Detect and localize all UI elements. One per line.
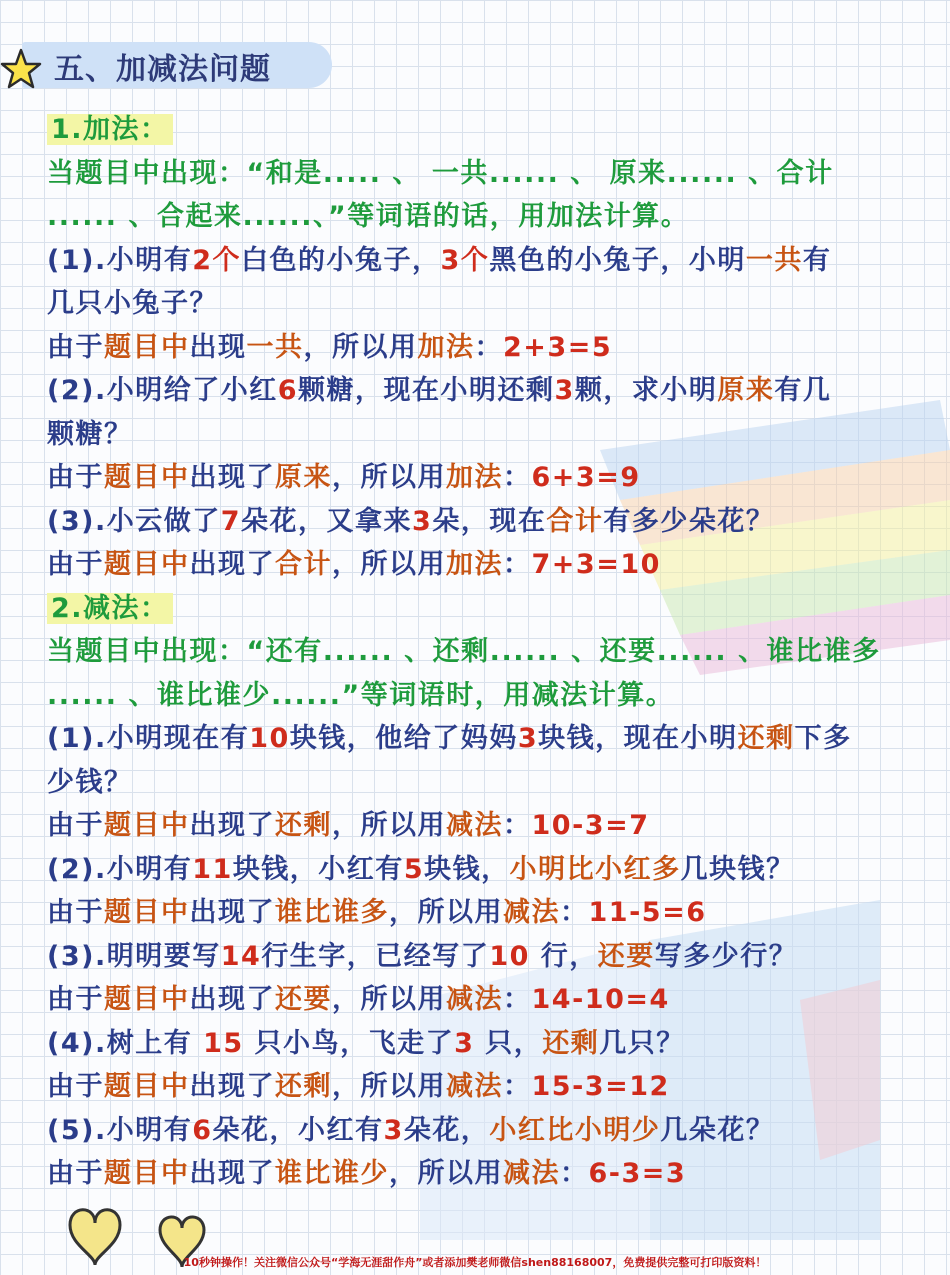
text-segment: 3 <box>454 1027 475 1059</box>
text-segment: 10 <box>249 723 290 754</box>
addition-answer-3 <box>47 543 927 587</box>
text-segment: 颗糖，现在小明还剩 <box>298 375 555 406</box>
text-segment: 朵花，又拿来 <box>241 505 413 537</box>
footer-notice: 10秒钟操作！关注微信公众号“学海无涯甜作舟”或者添加樊老师微信shen88168007，免费提供完整可打印版资料！ <box>183 1256 767 1269</box>
text-segment: 有几 <box>774 375 832 406</box>
worksheet-body <box>47 108 927 1196</box>
section-heading-addition <box>47 108 927 152</box>
text-segment: 出现了 <box>189 984 275 1015</box>
text-segment: 题目中 <box>104 1071 190 1102</box>
text-segment: 10-3=7 <box>531 810 650 841</box>
text-segment: 题目中 <box>104 1158 190 1189</box>
text-segment: ： <box>503 1071 532 1102</box>
text-segment: 出现了 <box>189 549 275 580</box>
text-segment: ，所以用 <box>332 810 446 841</box>
text-segment: 3 <box>412 505 433 537</box>
text-segment: 由于 <box>47 810 104 841</box>
addition-heading: 1.加法： <box>47 114 173 145</box>
text-segment: ： <box>503 462 532 493</box>
text-segment: 行生字，已经写了 <box>261 940 490 972</box>
subtraction-question-2 <box>47 848 927 892</box>
addition-answer-2 <box>47 456 927 500</box>
text-segment: 谁比谁多 <box>275 897 389 928</box>
text-segment: 还剩 <box>275 810 332 841</box>
section-heading-subtraction <box>47 587 927 631</box>
text-segment: (5).小明有 <box>47 1114 193 1146</box>
text-segment: 几朵花？ <box>660 1114 775 1146</box>
text-segment: 11 <box>192 853 233 885</box>
text-segment: 行， <box>529 940 598 972</box>
subtraction-question-5 <box>47 1109 927 1153</box>
subtraction-rule-line-1: 当题目中出现：“还有...... 、还剩...... 、还要...... 、谁比谁多 <box>47 636 881 667</box>
text-segment: 出现了 <box>189 897 275 928</box>
text-segment: 几只？ <box>599 1027 685 1059</box>
text-segment: 出现了 <box>189 1158 275 1189</box>
text-segment: 小红比小明少 <box>489 1114 661 1146</box>
text-segment: 还要 <box>275 984 332 1015</box>
text-segment: 15-3=12 <box>531 1071 670 1102</box>
addition-question-1-cont: 几只小兔子？ <box>47 288 218 319</box>
text-segment: 题目中 <box>104 984 190 1015</box>
text-segment: 6 <box>192 1114 213 1146</box>
subtraction-question-1-cont: 少钱？ <box>47 766 133 798</box>
text-segment: 还剩 <box>737 723 795 754</box>
text-segment: 块钱，他给了妈妈 <box>289 723 518 754</box>
text-segment: 颗，求小明 <box>574 375 718 406</box>
text-segment: 一共 <box>745 244 803 276</box>
text-segment: 6+3=9 <box>531 462 641 493</box>
text-segment: 由于 <box>47 549 104 580</box>
page-title: 五、加减法问题 <box>54 52 271 87</box>
addition-answer-1 <box>47 326 927 370</box>
addition-rule-line-2: ...... 、合起来......、”等词语的话，用加法计算。 <box>47 201 690 232</box>
text-segment: (1).小明现在有 <box>47 723 250 754</box>
text-segment: 减法 <box>503 1158 560 1189</box>
text-segment: 块钱，现在小明 <box>538 723 738 754</box>
page-title-block <box>0 38 340 94</box>
text-segment: ： <box>503 810 532 841</box>
text-segment: 几块钱？ <box>680 853 795 885</box>
text-segment: 出现了 <box>189 810 275 841</box>
addition-question-2 <box>47 369 927 413</box>
text-segment: 有多少朵花？ <box>603 505 775 537</box>
text-segment: 14-10=4 <box>531 984 670 1015</box>
text-segment: ，所以用 <box>332 1071 446 1102</box>
text-segment: ，所以用 <box>389 897 503 928</box>
text-segment: 加法 <box>446 462 503 493</box>
text-segment: ： <box>560 1158 589 1189</box>
text-segment: 题目中 <box>104 462 190 493</box>
subtraction-answer-1 <box>47 804 927 848</box>
text-segment: 出现了 <box>189 462 275 493</box>
text-segment: 由于 <box>47 984 104 1015</box>
text-segment: 出现 <box>189 331 247 363</box>
text-segment: 白色的小兔子， <box>241 244 441 276</box>
text-segment: 一共 <box>246 331 304 363</box>
subtraction-heading: 2.减法： <box>47 593 173 624</box>
text-segment: (1).小明有 <box>47 244 193 276</box>
text-segment: ，所以用 <box>332 462 446 493</box>
text-segment: 原来 <box>275 462 332 493</box>
text-segment: 下多 <box>794 723 852 754</box>
subtraction-answer-2 <box>47 891 927 935</box>
text-segment: 7+3=10 <box>531 549 661 580</box>
text-segment: 有 <box>802 244 832 276</box>
text-segment: 谁比谁少 <box>275 1158 389 1189</box>
text-segment: 3个 <box>440 244 490 276</box>
text-segment: 由于 <box>47 331 104 363</box>
text-segment: 14 <box>220 940 262 972</box>
text-segment: 还剩 <box>542 1027 600 1059</box>
text-segment: 出现了 <box>189 1071 275 1102</box>
text-segment: (3).明明要写 <box>47 940 221 972</box>
text-segment: 由于 <box>47 897 104 928</box>
text-segment: (2).小明给了小红 <box>47 375 278 406</box>
text-segment: 只， <box>474 1027 543 1059</box>
text-segment: ，所以用 <box>389 1158 503 1189</box>
text-segment: (3).小云做了 <box>47 505 221 537</box>
text-segment: (4).树上有 <box>47 1027 204 1059</box>
text-segment: 原来 <box>717 375 775 406</box>
text-segment: 11-5=6 <box>588 897 707 928</box>
text-segment: 10 <box>489 940 530 972</box>
text-segment: 由于 <box>47 1071 104 1102</box>
text-segment: (2).小明有 <box>47 853 193 885</box>
text-segment: ，所以用 <box>332 549 446 580</box>
text-segment: 6 <box>277 375 299 406</box>
addition-question-3 <box>47 500 927 544</box>
star-icon <box>0 48 42 90</box>
text-segment: 题目中 <box>104 897 190 928</box>
subtraction-question-4 <box>47 1022 927 1066</box>
subtraction-rule-line-2: ...... 、谁比谁少......”等词语时，用减法计算。 <box>47 679 675 711</box>
addition-question-2-cont: 颗糖？ <box>47 418 133 450</box>
subtraction-answer-3 <box>47 978 927 1022</box>
text-segment: 朵，现在 <box>432 505 547 537</box>
text-segment: 还要 <box>597 940 655 972</box>
text-segment: 题目中 <box>104 810 190 841</box>
text-segment: 6-3=3 <box>588 1158 687 1189</box>
text-segment: ，所以用 <box>303 331 418 363</box>
text-segment: 合计 <box>275 549 332 580</box>
text-segment: 题目中 <box>104 549 190 580</box>
text-segment: 加法 <box>446 549 503 580</box>
text-segment: 黑色的小兔子，小明 <box>489 244 746 276</box>
text-segment: 写多少行？ <box>654 940 798 972</box>
text-segment: 只小鸟，飞走了 <box>243 1027 455 1059</box>
text-segment: 块钱， <box>424 853 510 885</box>
text-segment: 朵花， <box>403 1114 490 1146</box>
text-segment: ： <box>560 897 589 928</box>
text-segment: 3 <box>554 375 575 406</box>
text-segment: 朵花，小红有 <box>212 1114 384 1146</box>
text-segment: 2+3=5 <box>503 331 613 363</box>
text-segment: ： <box>503 984 532 1015</box>
text-segment: 还剩 <box>275 1071 332 1102</box>
text-segment: 减法 <box>446 1071 503 1102</box>
text-segment: ： <box>474 331 503 363</box>
text-segment: 题目中 <box>104 331 190 363</box>
text-segment: 合计 <box>546 505 604 537</box>
text-segment: ，所以用 <box>332 984 446 1015</box>
text-segment: ： <box>503 549 532 580</box>
text-segment: 减法 <box>503 897 560 928</box>
subtraction-question-3 <box>47 935 927 979</box>
addition-question-1 <box>47 239 927 283</box>
text-segment: 3 <box>383 1114 404 1146</box>
text-segment: 块钱，小红有 <box>232 853 404 885</box>
text-segment: 7 <box>220 505 242 537</box>
subtraction-question-1 <box>47 717 927 761</box>
text-segment: 减法 <box>446 810 503 841</box>
text-segment: 由于 <box>47 1158 104 1189</box>
text-segment: 3 <box>517 723 539 754</box>
text-segment: 减法 <box>446 984 503 1015</box>
subtraction-answer-5 <box>47 1152 927 1196</box>
text-segment: 2个 <box>192 244 242 276</box>
text-segment: 小明比小红多 <box>509 853 681 885</box>
text-segment: 加法 <box>417 331 475 363</box>
text-segment: 15 <box>203 1027 244 1059</box>
addition-rule-line-1: 当题目中出现：“和是..... 、 一共...... 、 原来...... 、合计 <box>47 157 834 189</box>
subtraction-answer-4 <box>47 1065 927 1109</box>
text-segment: 由于 <box>47 462 104 493</box>
text-segment: 5 <box>403 853 425 885</box>
